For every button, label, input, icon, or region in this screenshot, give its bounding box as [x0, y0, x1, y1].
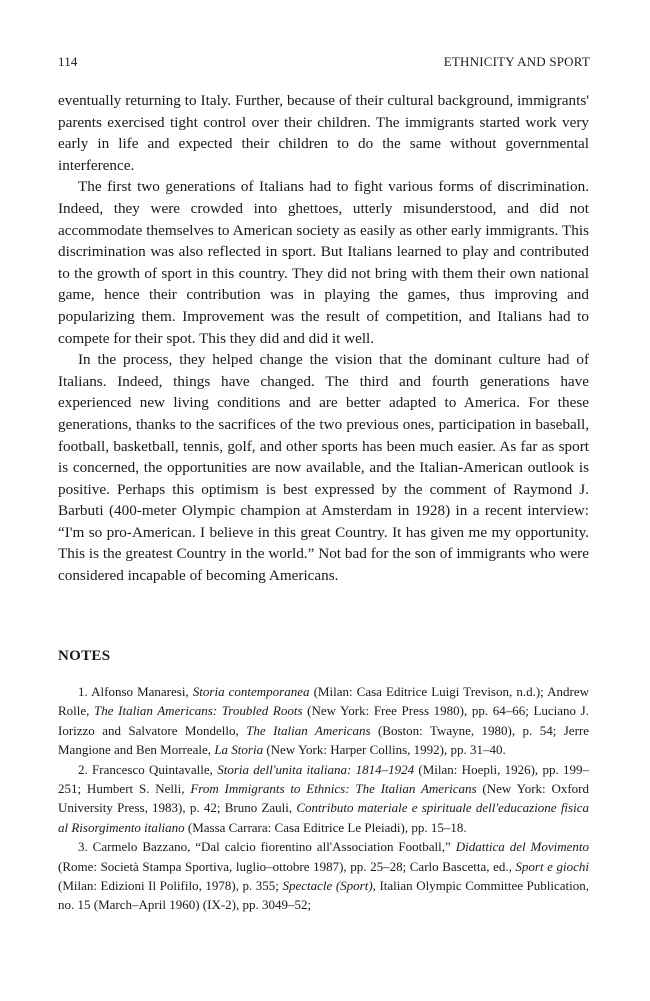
running-title: ETHNICITY AND SPORT: [443, 54, 590, 69]
notes-heading: NOTES: [58, 648, 111, 664]
note-text: 2. Francesco Quintavalle,: [78, 761, 218, 777]
paragraph: eventually returning to Italy. Further, because of their cultural background, immigrants' parents exercised tight control over their children. The immigrants started work very early in life and expected their children to do the same without governmental interference.: [58, 92, 589, 174]
note-text: (Milan: Hoepli, 1926), pp. 199–251; Humbert S. Nelli,: [58, 761, 590, 797]
running-head: [58, 54, 590, 70]
note-title: Storia dell'unita italiana: 1814–1924: [217, 761, 415, 777]
note-text: 1. Alfonso Manaresi,: [78, 684, 193, 699]
note-text: (Milan: Casa Editrice Luigi Trevison, n.d.); Andrew Rolle,: [58, 684, 589, 719]
note-text: (New York: Harper Collins, 1992), pp. 31–40.: [263, 742, 506, 758]
note-text: 3. Carmelo Bazzano, “Dal calcio fiorentino all'Association Football,”: [78, 839, 456, 855]
note-1: [58, 682, 589, 760]
page-number: 114: [58, 54, 78, 69]
note-text: (Rome: Società Stampa Sportiva, luglio–ottobre 1987), pp. 25–28; Carlo Bascetta, ed.,: [58, 858, 516, 874]
note-title: Contributo materiale e spirituale dell'educazione fisica al Risorgimento italiano: [58, 800, 589, 835]
note-text: (New York: Free Press 1980), pp. 64–66; Luciano J. Iorizzo and Salvatore Mondello,: [58, 703, 589, 738]
note-text: (Massa Carrara: Casa Editrice Le Pleiadi), pp. 15–18.: [184, 819, 467, 835]
note-text: (New York: Oxford University Press, 1983), p. 42; Bruno Zauli,: [58, 781, 590, 816]
paragraph: In the process, they helped change the vision that the dominant culture had of Italians. Indeed, things have changed. The third and fourth generations have experienced new living conditions and are better adapted to America. For these generations, thanks to the sacrifices of the two previous ones, participation in baseball, football, basketball, tennis, golf, and other sports has been much easier. As far as sport is concerned, the opportunities are now available, and the Italian-American outlook is positive. Perhaps this optimism is best expressed by the comment of Raymond J. Barbuti (400-meter Olympic champion at Amsterdam in 1928) in a recent interview: “I'm so pro-American. I believe in this great Country. It has given me my opportunity. This is the greatest Country in the world.” Not bad for the son of immigrants who were considered incapable of becoming Americans.: [58, 351, 589, 585]
note-text: Italian Olympic Committee Publication, no. 15 (March–April 1960) (IX-2), pp. 3049–52;: [58, 878, 590, 913]
note-title: The Italian Americans: Troubled Roots: [94, 703, 303, 719]
note-title: Didattica del Movimento: [455, 839, 589, 855]
body-text: [58, 90, 589, 587]
paragraph: The first two generations of Italians had to fight various forms of discrimination. Indeed, they were crowded into ghettoes, utterly misunderstood, and did not accommodate themselves to American society as easily as other early immigrants. This discrimination was also reflected in sport. But Italians learned to play and contributed to the growth of sport in this country. They did not bring with them their own national game, hence their contribution was in playing the games, thus improving and popularizing them. Improvement was the result of competition, and Italians had to compete for their spot. This they did and did it well.: [58, 178, 589, 347]
note-title: The Italian Americans: [246, 722, 371, 738]
note-title: From Immigrants to Ethnics: The Italian Americans: [190, 781, 477, 797]
note-title: Spectacle (Sport),: [282, 878, 376, 894]
note-title: La Storia: [214, 742, 264, 758]
notes-list: [58, 682, 589, 915]
note-3: [58, 837, 589, 915]
note-2: [58, 760, 589, 838]
note-text: (Milan: Edizioni Il Polifilo, 1978), p. 355;: [58, 878, 283, 894]
note-title: Storia contemporanea: [192, 684, 310, 699]
note-title: Sport e giochi: [515, 858, 590, 874]
note-text: (Boston: Twayne, 1980), p. 54; Jerre Mangione and Ben Morreale,: [58, 722, 589, 758]
